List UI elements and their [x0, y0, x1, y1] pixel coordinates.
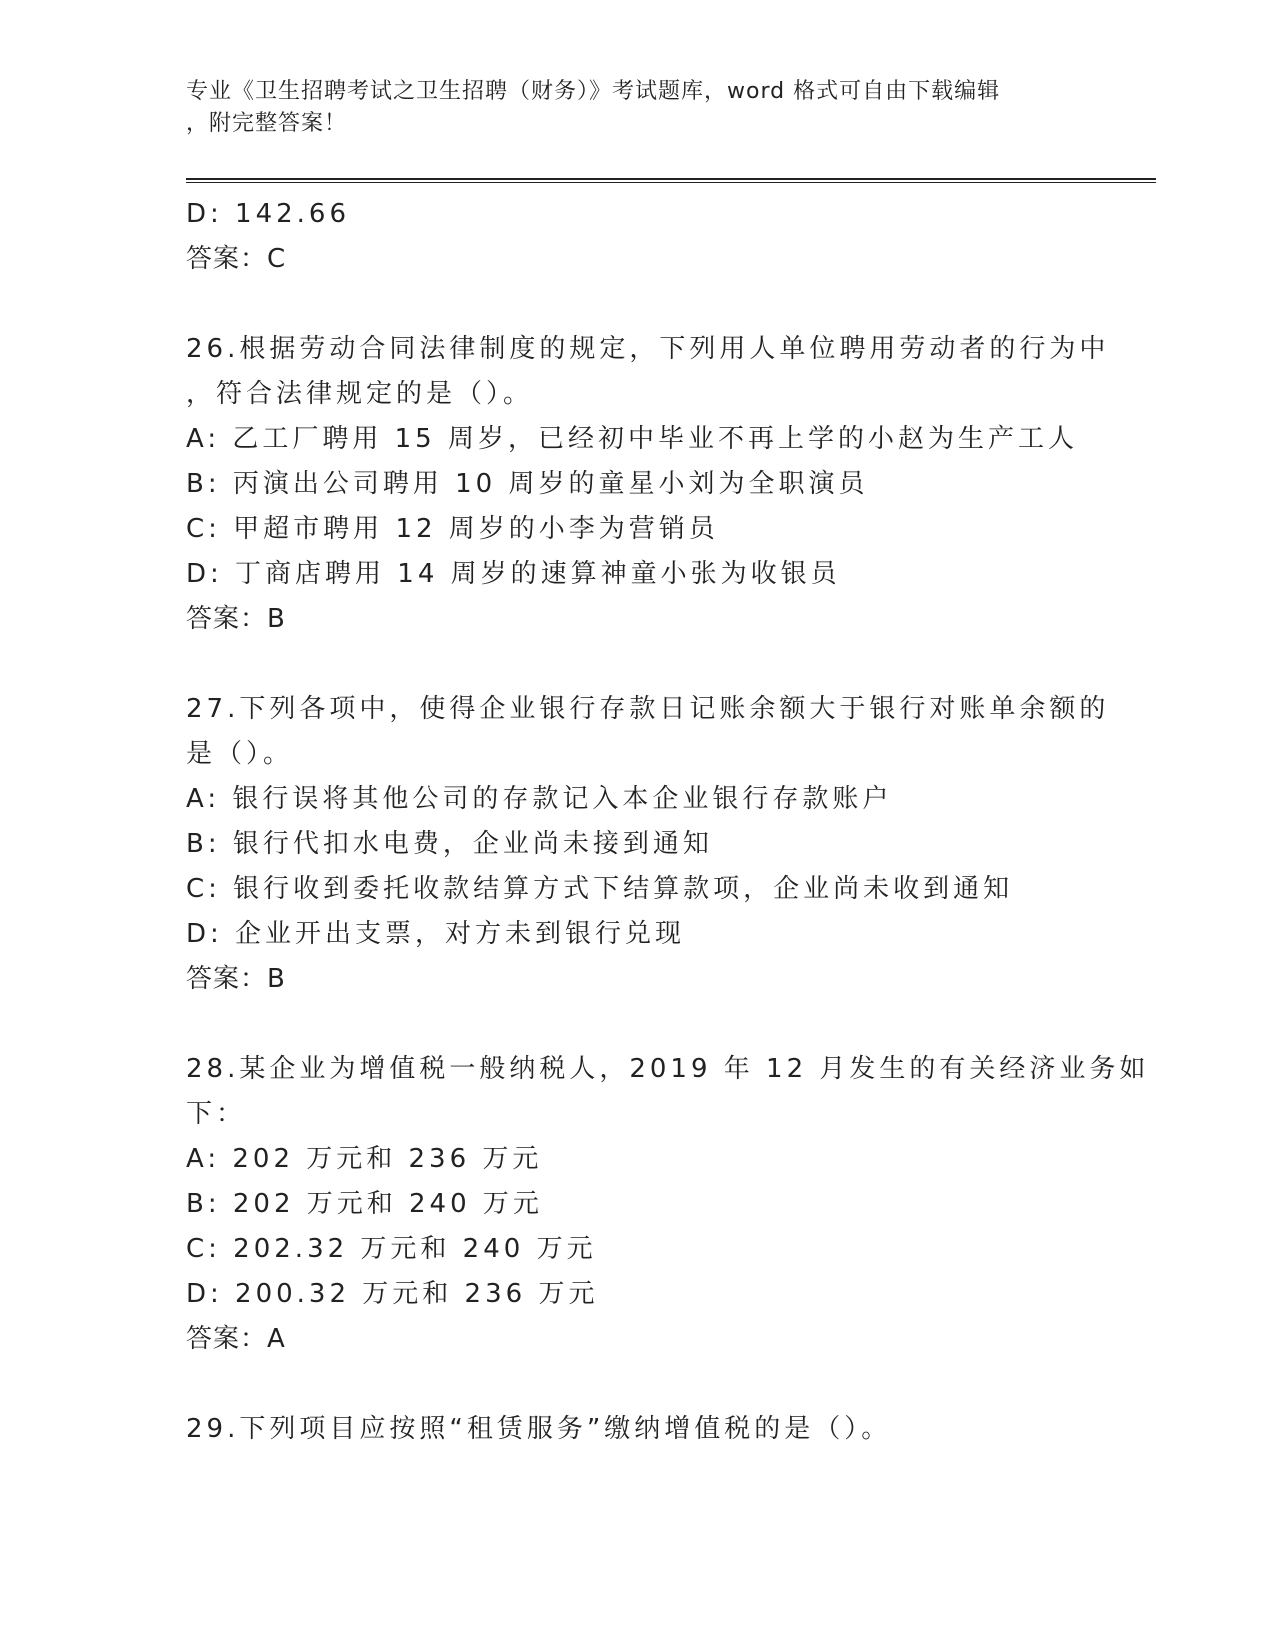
spacer	[186, 1362, 1146, 1407]
question-27	[186, 687, 1146, 1002]
option-d: D: 丁商店聘用 14 周岁的速算神童小张为收银员	[186, 559, 841, 589]
option-a: A: 202 万元和 236 万元	[186, 1144, 543, 1174]
previous-question-tail	[186, 192, 1146, 282]
option-b: B: 202 万元和 240 万元	[186, 1189, 543, 1219]
option-d: D: 200.32 万元和 236 万元	[186, 1279, 599, 1309]
option-b: B: 银行代扣水电费，企业尚未接到通知	[186, 829, 713, 859]
header-rule	[186, 178, 1156, 183]
question-stem-line: 下：	[186, 1099, 247, 1129]
question-stem-line: 28.某企业为增值税一般纳税人，2019 年 12 月发生的有关经济业务如	[186, 1054, 1150, 1084]
question-26	[186, 327, 1146, 642]
answer: 答案：C	[186, 244, 287, 274]
question-stem-line: 26.根据劳动合同法律制度的规定，下列用人单位聘用劳动者的行为中	[186, 334, 1110, 364]
answer: 答案：B	[186, 604, 286, 634]
question-stem-line: 27.下列各项中，使得企业银行存款日记账余额大于银行对账单余额的	[186, 694, 1110, 724]
spacer	[186, 642, 1146, 687]
option-c: C: 甲超市聘用 12 周岁的小李为营销员	[186, 514, 719, 544]
option-d: D: 142.66	[186, 199, 351, 229]
question-stem-line: 是（）。	[186, 739, 294, 769]
document-body	[186, 192, 1150, 1452]
question-29	[186, 1407, 1146, 1452]
option-d: D: 企业开出支票，对方未到银行兑现	[186, 919, 686, 949]
spacer	[186, 1002, 1146, 1047]
question-stem-line: ，符合法律规定的是（）。	[186, 379, 534, 409]
option-a: A: 银行误将其他公司的存款记入本企业银行存款账户	[186, 784, 893, 814]
question-28	[186, 1047, 1150, 1362]
question-stem-line: 29.下列项目应按照“租赁服务”缴纳增值税的是（）。	[186, 1414, 892, 1444]
page-header	[186, 76, 1086, 140]
option-c: C: 银行收到委托收款结算方式下结算款项，企业尚未收到通知	[186, 874, 1014, 904]
option-c: C: 202.32 万元和 240 万元	[186, 1234, 597, 1264]
option-b: B: 丙演出公司聘用 10 周岁的童星小刘为全职演员	[186, 469, 869, 499]
spacer	[186, 282, 1146, 327]
answer: 答案：A	[186, 1324, 286, 1354]
header-line-1: 专业《卫生招聘考试之卫生招聘（财务）》考试题库，word 格式可自由下载编辑	[186, 79, 1001, 104]
answer: 答案：B	[186, 964, 286, 994]
header-line-2: ，附完整答案！	[186, 111, 348, 136]
option-a: A: 乙工厂聘用 15 周岁，已经初中毕业不再上学的小赵为生产工人	[186, 424, 1078, 454]
